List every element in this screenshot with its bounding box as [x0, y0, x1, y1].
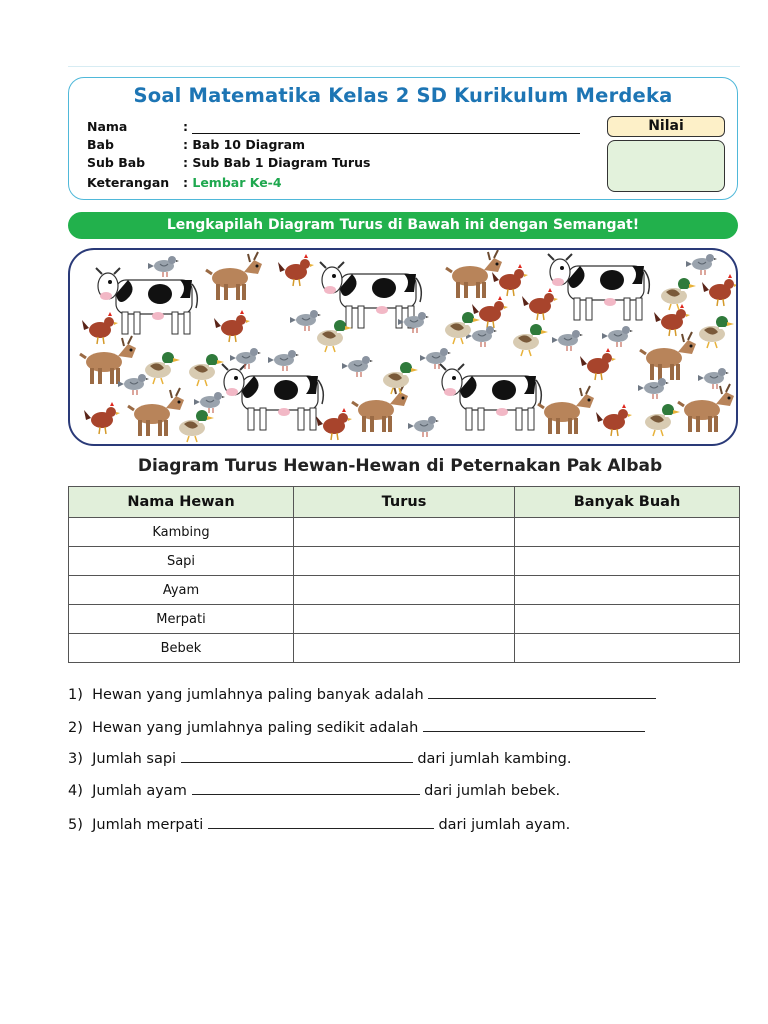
top-divider [68, 66, 740, 67]
count-cell[interactable] [515, 518, 740, 547]
tally-cell[interactable] [294, 605, 515, 634]
answer-blank[interactable] [181, 748, 413, 763]
answer-blank[interactable] [192, 780, 420, 795]
question-item: 1) Hewan yang jumlahnya paling banyak adalah [68, 684, 656, 703]
animal-illustration [68, 248, 738, 446]
tally-cell[interactable] [294, 518, 515, 547]
answer-blank[interactable] [428, 684, 656, 699]
field-label: Keterangan [87, 175, 170, 190]
animal-name-cell: Ayam [69, 576, 294, 605]
table-header-row [69, 487, 740, 518]
count-cell[interactable] [515, 605, 740, 634]
animal-name-cell: Sapi [69, 547, 294, 576]
table-title: Diagram Turus Hewan-Hewan di Peternakan Pak Albab [137, 456, 663, 476]
field-label: Bab [87, 137, 114, 152]
field-value: : Bab 10 Diagram [183, 137, 306, 152]
table-row [69, 634, 740, 663]
count-cell[interactable] [515, 547, 740, 576]
question-item: 4) Jumlah ayam dari jumlah bebek. [68, 780, 560, 799]
tally-cell[interactable] [294, 576, 515, 605]
field-value: : Lembar Ke-4 [183, 175, 282, 190]
table-row [69, 518, 740, 547]
field-label: Sub Bab [87, 155, 146, 170]
animal-name-cell: Merpati [69, 605, 294, 634]
field-label: Nama [87, 119, 128, 134]
field-value: : Sub Bab 1 Diagram Turus [183, 155, 371, 170]
worksheet-header [68, 77, 738, 200]
worksheet-title: Soal Matematika Kelas 2 SD Kurikulum Merdeka [133, 84, 673, 107]
sheet-note: Lembar Ke-4 [192, 175, 282, 190]
nilai-label: Nilai [607, 116, 725, 137]
tally-cell[interactable] [294, 634, 515, 663]
instruction-banner: Lengkapilah Diagram Turus di Bawah ini dengan Semangat! [68, 212, 738, 239]
question-item: 3) Jumlah sapi dari jumlah kambing. [68, 748, 571, 767]
name-input-line[interactable] [192, 121, 580, 134]
column-header: Turus [294, 487, 515, 518]
tally-cell[interactable] [294, 547, 515, 576]
field-colon: : [183, 119, 580, 134]
table-row [69, 576, 740, 605]
question-item: 2) Hewan yang jumlahnya paling sedikit adalah [68, 717, 645, 736]
answer-blank[interactable] [208, 814, 434, 829]
column-header: Nama Hewan [69, 487, 294, 518]
count-cell[interactable] [515, 634, 740, 663]
question-item: 5) Jumlah merpati dari jumlah ayam. [68, 814, 570, 833]
count-cell[interactable] [515, 576, 740, 605]
tally-table [68, 486, 740, 663]
column-header: Banyak Buah [515, 487, 740, 518]
animal-name-cell: Kambing [69, 518, 294, 547]
answer-blank[interactable] [423, 717, 645, 732]
score-box[interactable] [607, 140, 725, 192]
animal-name-cell: Bebek [69, 634, 294, 663]
table-row [69, 605, 740, 634]
table-row [69, 547, 740, 576]
